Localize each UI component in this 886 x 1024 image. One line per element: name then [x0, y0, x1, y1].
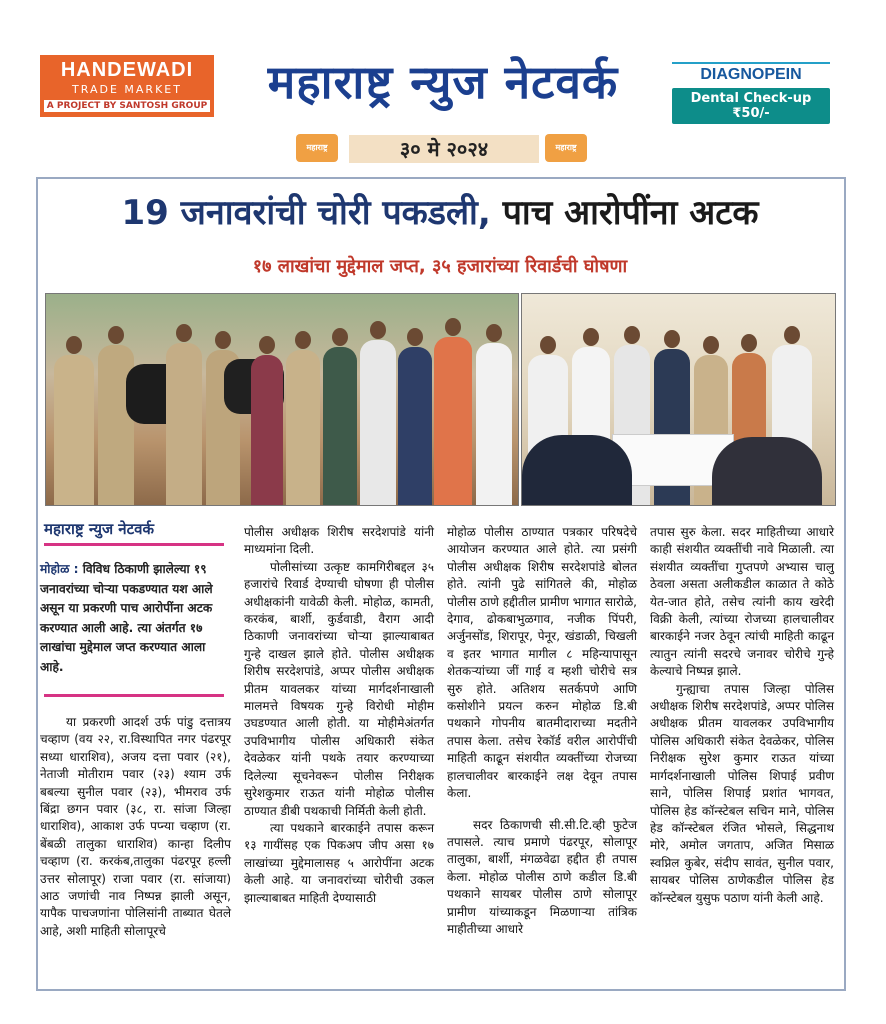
press-conference-photo [521, 293, 836, 506]
col2-paragraph-1: पोलीस अधीक्षक शिरीष सरदेशपांडे यांनी माध्यमांना दिली. [244, 525, 434, 557]
subheadline: १७ लाखांचा मुद्देमाल जप्त, ३५ हजारांच्या रिवार्डची घोषणा [252, 256, 628, 277]
col1-paragraph: या प्रकरणी आदर्श उर्फ पांडु दत्तात्रय चव्हाण (वय २२, रा.विस्थापित नगर पंढरपूर सध्या धाराशिव), अजय दत्ता पवार (२१), नेताजी मोतीराम पवार (२३) श्याम उर्फ बबल्या सुनील पवार (२३), भीमराव उर्फ बिंद्रा छगन पवार (३८, रा. सांजा जिल्हा धाराशिव), आकाश उर्फ पप्न्या चव्हाण (रा. बेंबळी तालुका धाराशिव) कान्हा दिलीप चव्हाण (रा. करकंब,तालुका पंढरपूर हल्ली उत्तर सोलापूर) राजा पवार (रा. सांजाया) आठ जणांची नाव निष्पन्न झाली असून, यापैक पाचजणांना पोलिसांनी ताब्यात घेतले आहे, अशी माहिती सोलापूरचे [40, 715, 231, 938]
col2-paragraph-2: पोलीसांच्या उत्कृष्ट कामगिरीबद्दल ३५ हजारांचे रिवार्ड देण्याची घोषणा ही पोलीस अधीक्षकांनी यावेळी केली. मोहोळ, कामती, करकंब, बार्शी, कुर्डवाडी, वैराग आदी ठिकाणी जनावरांच्या चोऱ्या झाल्याबाबत गुन्हे दाखल झाले होते. पोलीस अधीक्षक शिरीष सरदेशपांडे, अप्पर पोलीस अधीक्षक प्रीतम यावलकर यांच्या मार्गदर्शनाखाली मालमत्ते विषयक गुन्हे विरोधी मोहीम उघडण्यात आली होती. या मोहीमेअंतर्गत उपविभागीय पोलीस अधिकारी संकेत देवळेकर यांनी पथके तयार करण्याच्या दिलेल्या सूचनेवरून पोलीस निरीक्षक सुरेशकुमार राऊत यांनी मोहोळ पोलीस ठाण्यात डीबी पथकाची निर्मिती केली होती. [244, 559, 434, 818]
sponsor-line1: HANDEWADI [60, 59, 194, 81]
dental-offer: Dental Check-up ₹50/- [672, 88, 830, 124]
col3-paragraph-2: सदर ठिकाणची सी.सी.टि.व्ही फुटेज तपासले. त्याच प्रमाणे पंढरपूर, सोलापूर तालुका, बार्शी, मंगळवेढा हद्दीत ही तपास केला. मोहोळ पोलीस ठाणे कडील डि.बी पथकाने सायबर पोलीस ठाणे सोलापूर प्रामीण यांच्याकडून मिळणाऱ्या तांत्रिक माहीतीच्या आधारे [447, 817, 637, 936]
left-badge-icon: महाराष्ट्र [296, 134, 338, 162]
handewadi-sponsor-logo [40, 55, 214, 117]
right-badge-icon: महाराष्ट्र [545, 134, 587, 162]
article-column-4 [650, 524, 834, 907]
headline [40, 188, 840, 234]
lead-paragraph [40, 560, 230, 678]
col4-paragraph-2: गुन्ह्याचा तपास जिल्हा पोलिस अधीक्षक शिरीष सरदेशपांडे, अप्पर पोलिस अधीक्षक प्रीतम यावलकर उपविभागीय पोलिस अधिकारी संकेत देवळेकर, पोलिस निरीक्षक सुरेश कुमार राऊत यांच्या मार्गदर्शनाखाली पोलिस शिपाई प्रवीण साने, पोलिस शिपाई प्रशांत भागवत, पोलिस हेड कॉन्स्टेबल सचिन माने, पोलिस हेड कॉन्स्टेबल रंजित भोसले, सिद्धनाथ मोरे, अमोल जगताप, अजित मिसाळ स्वप्निल कुबेर, संदीप सावंत, सुनील पवार, सायबर पोलिस ठाणेकडील पोलिस हेड कॉन्स्टेबल युसुफ पठाण यांनी केली आहे. [650, 681, 834, 905]
lead-divider [44, 694, 224, 697]
article-column-1 [40, 714, 231, 940]
article-column-3 [447, 524, 637, 938]
diagnopein-logo: DIAGNOPEIN [672, 62, 830, 84]
col4-paragraph-1: तपास सुरु केला. सदर माहितीच्या आधारे काही संशयीत व्यक्तींची नावे मिळाली. त्या संशयीत व्यक्तींचा गुप्तपणे अभ्यास चालु ठेवला असता अलीकडील काळात ते कोठे येत-जात होते, तसेच त्यांनी काय खरेदी विक्री केली, त्यांच्या रोजच्या हालचालीवर बारकाईने नजर ठेवून त्यांची माहिती काढून त्यातुन त्यांनी सदरचे जनावर चोरीचे गुन्हे केल्याचे निष्पन्न झाले. [650, 525, 834, 679]
lead-location: मोहोळ : [40, 562, 79, 576]
lead-text: विविध ठिकाणी झालेल्या १९ जनावरांच्या चोऱ्या पकडण्यात यश आले असून या प्रकरणी पाच आरोपींना अटक करण्यात आली आहे. त्या अंतर्गत १७ लाखांचा मुद्देमाल जप्त करण्यात आला आहे. [40, 562, 213, 674]
issue-date: ३० मे २०२४ [349, 135, 539, 163]
headline-rest: पाच आरोपींना अटक [490, 193, 759, 233]
sponsor-line2: TRADE MARKET [72, 83, 182, 96]
article-column-2 [244, 524, 434, 907]
section-divider [44, 543, 224, 546]
masthead-title: महाराष्ट्र न्युज नेटवर्क [267, 55, 619, 109]
headline-main: 19 जनावरांची चोरी पकडली, [121, 193, 491, 233]
col2-paragraph-3: त्या पथकाने बारकाईने तपास करून १३ गायींसह एक पिकअप जीप असा १७ लाखांच्या मुद्देमालासह ५ आरोपींना अटक केली आहे. या जनावरांच्या चोरीची उकल झाल्याबाबत माहिती देण्यासाठी [244, 820, 434, 905]
section-label: महाराष्ट्र न्युज नेटवर्क [44, 519, 224, 541]
sponsor-line3: A PROJECT BY SANTOSH GROUP [44, 100, 210, 112]
col3-paragraph-1: मोहोळ पोलीस ठाण्यात पत्रकार परिषदेचे आयोजन करण्यात आले होते. त्या प्रसंगी पोलीस अधीक्षक शिरीष सरदेशपांडे बोलत होते. त्यांनी पुढे सांगितले की, मोहोळ पोलीस ठाणे हद्दीतील प्रामीण भागात सारोळे, देगाव, ढोकबाभुळगाव, नजीक पिंपरी, अर्जुनसोंड, शिरापूर, पेनूर, खंडाळी, चिखली व इतर भागात मागील ८ महिन्यापासून शेतकऱ्यांच्या जीं गाई व म्हशी चोरीचे सत्र सुरु होते. अतिशय सतर्कपणे आणि कसोशीने प्रयत्न करुन मोहोळ डि.बी पथकाने गोपनीय बातमीदाराच्या मदतीने तपास केला. तसेच रेकॉर्ड वरील आरोपींची माहिती काढून संशयीत व्यक्तींच्या रोजच्या हालचालीवर बारकाईने लक्ष देवून तपास केला. [447, 525, 637, 801]
cattle-seizure-photo [45, 293, 519, 506]
diagnopein-ad [672, 62, 830, 121]
